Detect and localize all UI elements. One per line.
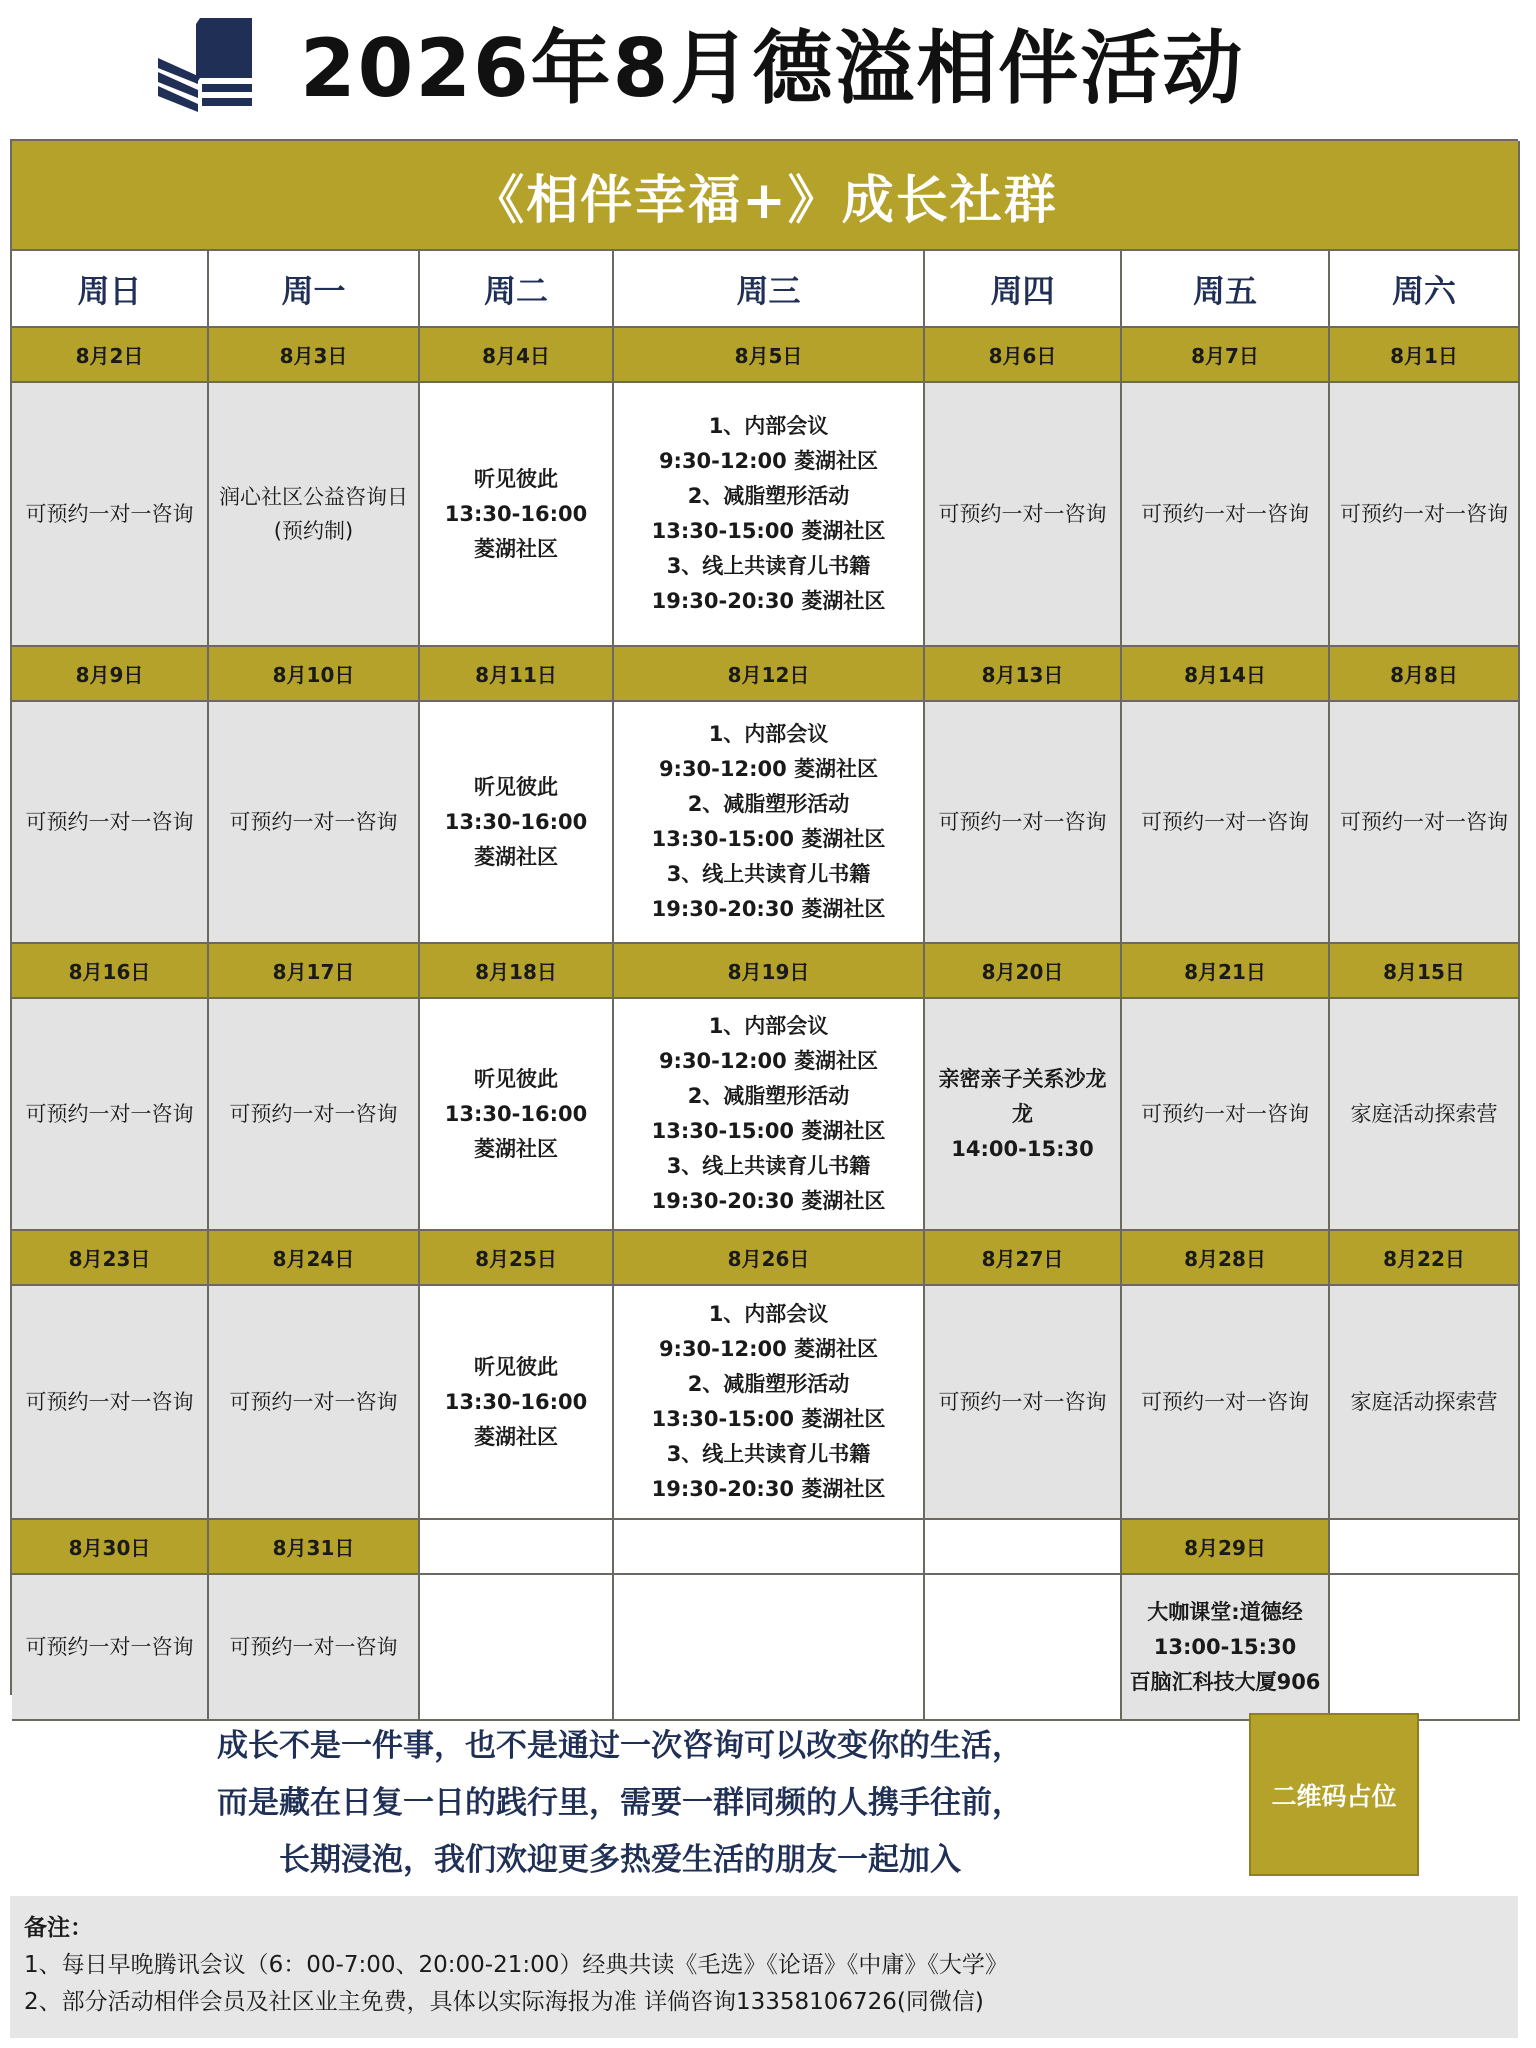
activity-cell: 可预约一对一咨询: [1122, 999, 1330, 1231]
activity-cell: 听见彼此 13:30-16:00 菱湖社区: [420, 999, 614, 1231]
date-cell: [925, 1520, 1122, 1575]
notes-line: 1、每日早晚腾讯会议（6：00-7:00、20:00-21:00）经典共读《毛选》《论语》《中庸》《大学》: [24, 1952, 1008, 1978]
motto-line: 而是藏在日复一日的践行里，需要一群同频的人携手往前，: [217, 1785, 1023, 1821]
date-cell: 8月8日: [1330, 647, 1520, 702]
notes-section: [10, 1896, 1518, 2038]
date-cell: 8月28日: [1122, 1231, 1330, 1286]
date-cell: 8月15日: [1330, 944, 1520, 999]
date-cell: 8月30日: [12, 1520, 209, 1575]
weekday-header: 周三: [614, 251, 925, 328]
activity-cell: 可预约一对一咨询: [1122, 383, 1330, 647]
date-cell: 8月17日: [209, 944, 420, 999]
activity-cell: [614, 1575, 925, 1721]
activity-cell: 可预约一对一咨询: [925, 383, 1122, 647]
date-cell: 8月31日: [209, 1520, 420, 1575]
date-cell: 8月23日: [12, 1231, 209, 1286]
activity-cell: 1、内部会议 9:30-12:00 菱湖社区 2、减脂塑形活动 13:30-15:00 菱湖社区 3、线上共读育儿书籍 19:30-20:30 菱湖社区: [614, 1286, 925, 1520]
activity-cell: 可预约一对一咨询: [925, 1286, 1122, 1520]
date-cell: 8月27日: [925, 1231, 1122, 1286]
date-cell: 8月12日: [614, 647, 925, 702]
activity-cell: 可预约一对一咨询: [209, 702, 420, 944]
motto-line: 成长不是一件事，也不是通过一次咨询可以改变你的生活，: [217, 1728, 1023, 1764]
weekday-header: 周日: [12, 251, 209, 328]
activity-cell: 可预约一对一咨询: [12, 383, 209, 647]
activity-cell: 家庭活动探索营: [1330, 999, 1520, 1231]
activity-cell: 听见彼此 13:30-16:00 菱湖社区: [420, 702, 614, 944]
activity-cell: 1、内部会议 9:30-12:00 菱湖社区 2、减脂塑形活动 13:30-15:00 菱湖社区 3、线上共读育儿书籍 19:30-20:30 菱湖社区: [614, 383, 925, 647]
weekday-header: 周一: [209, 251, 420, 328]
date-cell: 8月24日: [209, 1231, 420, 1286]
schedule-table: [10, 139, 1518, 1695]
activity-cell: 1、内部会议 9:30-12:00 菱湖社区 2、减脂塑形活动 13:30-15:00 菱湖社区 3、线上共读育儿书籍 19:30-20:30 菱湖社区: [614, 702, 925, 944]
activity-cell: 可预约一对一咨询: [209, 1286, 420, 1520]
date-cell: 8月1日: [1330, 328, 1520, 383]
activity-cell: 可预约一对一咨询: [12, 999, 209, 1231]
schedule-banner: 《相伴幸福+》成长社群: [12, 141, 1520, 251]
date-cell: 8月5日: [614, 328, 925, 383]
date-cell: 8月26日: [614, 1231, 925, 1286]
activity-cell: [925, 1575, 1122, 1721]
date-cell: 8月20日: [925, 944, 1122, 999]
activity-cell: 可预约一对一咨询: [12, 1575, 209, 1721]
header: [0, 0, 1536, 140]
date-cell: 8月18日: [420, 944, 614, 999]
activity-cell: [420, 1575, 614, 1721]
activity-cell: 可预约一对一咨询: [1122, 702, 1330, 944]
activity-cell: [1330, 1575, 1520, 1721]
activity-cell: 听见彼此 13:30-16:00 菱湖社区: [420, 1286, 614, 1520]
weekday-header: 周二: [420, 251, 614, 328]
activity-cell: 家庭活动探索营: [1330, 1286, 1520, 1520]
date-cell: 8月25日: [420, 1231, 614, 1286]
date-cell: 8月22日: [1330, 1231, 1520, 1286]
activity-cell: 可预约一对一咨询: [12, 1286, 209, 1520]
date-cell: [1330, 1520, 1520, 1575]
date-cell: 8月2日: [12, 328, 209, 383]
weekday-header: 周四: [925, 251, 1122, 328]
date-cell: 8月29日: [1122, 1520, 1330, 1575]
weekday-header: 周六: [1330, 251, 1520, 328]
activity-cell: 润心社区公益咨询日 (预约制): [209, 383, 420, 647]
date-cell: 8月19日: [614, 944, 925, 999]
motto-line: 长期浸泡，我们欢迎更多热爱生活的朋友一起加入: [279, 1842, 961, 1878]
notes-line: 2、部分活动相伴会员及社区业主免费，具体以实际海报为准 详倘咨询13358106726(同微信): [24, 1989, 984, 2015]
activity-cell: 可预约一对一咨询: [1330, 383, 1520, 647]
date-cell: 8月3日: [209, 328, 420, 383]
activity-cell: 听见彼此 13:30-16:00 菱湖社区: [420, 383, 614, 647]
page-title: 2026年8月德溢相伴活动: [300, 22, 1245, 115]
activity-cell: 可预约一对一咨询: [209, 1575, 420, 1721]
motto: [40, 1718, 1200, 1889]
qr-code-placeholder: 二维码占位: [1249, 1713, 1419, 1876]
activity-cell: 可预约一对一咨询: [209, 999, 420, 1231]
activity-cell: 1、内部会议 9:30-12:00 菱湖社区 2、减脂塑形活动 13:30-15:00 菱湖社区 3、线上共读育儿书籍 19:30-20:30 菱湖社区: [614, 999, 925, 1231]
date-cell: 8月7日: [1122, 328, 1330, 383]
weekday-header: 周五: [1122, 251, 1330, 328]
activity-cell: 可预约一对一咨询: [925, 702, 1122, 944]
activity-cell: 可预约一对一咨询: [12, 702, 209, 944]
date-cell: 8月16日: [12, 944, 209, 999]
date-cell: 8月13日: [925, 647, 1122, 702]
date-cell: 8月14日: [1122, 647, 1330, 702]
date-cell: 8月21日: [1122, 944, 1330, 999]
date-cell: 8月6日: [925, 328, 1122, 383]
date-cell: 8月10日: [209, 647, 420, 702]
activity-cell: 可预约一对一咨询: [1330, 702, 1520, 944]
date-cell: [420, 1520, 614, 1575]
date-cell: 8月4日: [420, 328, 614, 383]
date-cell: 8月9日: [12, 647, 209, 702]
date-cell: 8月11日: [420, 647, 614, 702]
activity-cell: 大咖课堂:道德经 13:00-15:30 百脑汇科技大厦906: [1122, 1575, 1330, 1721]
book-stack-logo-icon: [152, 14, 262, 114]
notes-heading: 备注：: [24, 1915, 93, 1941]
date-cell: [614, 1520, 925, 1575]
activity-cell: 亲密亲子关系沙龙 龙 14:00-15:30: [925, 999, 1122, 1231]
activity-cell: 可预约一对一咨询: [1122, 1286, 1330, 1520]
